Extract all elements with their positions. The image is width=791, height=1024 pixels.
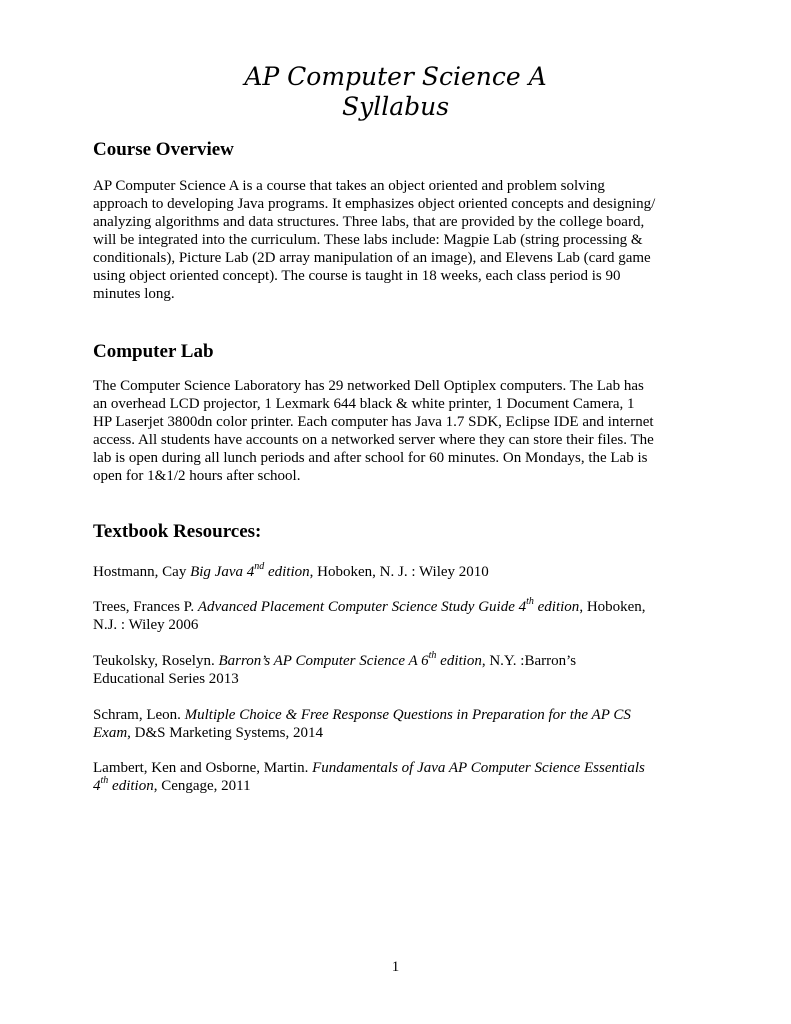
- textbook-title-superscript: th: [428, 650, 437, 661]
- textbook-title-text: Advanced Placement Computer Science Study Guide 4: [197, 599, 527, 615]
- textbook-title-text: 4: [93, 778, 101, 794]
- textbook-title-superscript: th: [526, 596, 534, 607]
- textbook-entry-line: [93, 563, 693, 581]
- textbook-author: Teukolsky, Roselyn.: [93, 653, 219, 669]
- textbook-publisher: , Hoboken,: [579, 599, 646, 615]
- textbook-title: [190, 561, 310, 580]
- textbook-entry-line: [93, 598, 693, 616]
- course-overview-line: will be integrated into the curriculum. These labs include: Magpie Lab (string processing &: [93, 232, 643, 248]
- course-overview-line: conditionals), Picture Lab (2D array manipulation of an image), and Elevens Lab (card game: [93, 250, 651, 266]
- textbook-resources-heading: Textbook Resources:: [93, 521, 262, 542]
- textbook-author: Schram, Leon.: [93, 707, 185, 723]
- textbook-entry-line: Educational Series 2013: [93, 671, 239, 687]
- textbook-entry: [93, 598, 693, 634]
- course-overview-line: analyzing algorithms and data structures. Three labs, that are provided by the college board,: [93, 214, 645, 230]
- computer-lab-line: lab is open during all lunch periods and after school for 60 minutes. On Mondays, the Lab is: [93, 450, 648, 466]
- computer-lab-line: The Computer Science Laboratory has 29 networked Dell Optiplex computers. The Lab has: [93, 378, 644, 394]
- textbook-entry-line: [93, 724, 693, 742]
- textbook-author: Trees, Frances P.: [93, 599, 198, 615]
- textbook-entry-line: [93, 777, 693, 795]
- textbook-author: Lambert, Ken and Osborne, Martin.: [93, 760, 313, 776]
- textbook-title-superscript: nd: [254, 561, 265, 572]
- textbook-publisher: , N.Y. :Barron’s: [481, 653, 577, 669]
- computer-lab-heading: Computer Lab: [93, 341, 214, 362]
- computer-lab-line: open for 1&1/2 hours after school.: [93, 468, 301, 484]
- textbook-title-text: Barron’s AP Computer Science A 6: [218, 653, 429, 669]
- course-overview-line: minutes long.: [93, 286, 175, 302]
- textbook-entry: [93, 759, 693, 795]
- computer-lab-paragraph: [93, 377, 683, 485]
- textbook-title-superscript: th: [100, 775, 109, 786]
- textbook-title-tail: edition: [436, 653, 482, 669]
- textbook-entry: [93, 652, 693, 688]
- textbook-entry-line: [93, 759, 693, 777]
- textbook-title: Multiple Choice & Free Response Questions in Preparation for the AP CS: [184, 707, 631, 723]
- textbook-title: Fundamentals of Java AP Computer Science Essentials: [312, 760, 645, 776]
- document-title-line-2: Syllabus: [341, 92, 450, 121]
- computer-lab-line: an overhead LCD projector, 1 Lexmark 644 black & white printer, 1 Document Camera, 1: [93, 396, 635, 412]
- course-overview-heading: Course Overview: [93, 139, 234, 160]
- textbook-title-tail: edition: [533, 599, 580, 615]
- textbook-title-tail: edition: [264, 564, 310, 580]
- textbook-title-continued: Exam: [93, 725, 128, 741]
- textbook-entry-line: [93, 706, 693, 724]
- textbook-publisher: , D&S Marketing Systems, 2014: [127, 725, 323, 741]
- course-overview-line: approach to developing Java programs. It emphasizes object oriented concepts and designing/: [93, 196, 656, 212]
- textbook-publisher: , Cengage, 2011: [153, 778, 251, 794]
- textbook-title-tail: edition: [108, 778, 154, 794]
- textbook-publisher: , Hoboken, N. J. : Wiley 2010: [309, 564, 489, 580]
- textbook-author: Hostmann, Cay: [93, 564, 191, 580]
- textbook-entry-line: [93, 652, 693, 670]
- textbook-title: [197, 596, 580, 615]
- textbook-entry: [93, 706, 693, 742]
- course-overview-line: AP Computer Science A is a course that takes an object oriented and problem solving: [93, 178, 605, 194]
- textbook-entry-line: N.J. : Wiley 2006: [93, 617, 199, 633]
- textbook-title-text: Big Java 4: [190, 564, 255, 580]
- course-overview-line: using object oriented concept). The course is taught in 18 weeks, each class period is 90: [93, 268, 621, 284]
- computer-lab-line: access. All students have accounts on a networked server where they can store their files. The: [93, 432, 654, 448]
- computer-lab-line: HP Laserjet 3800dn color printer. Each computer has Java 1.7 SDK, Eclipse IDE and internet: [93, 414, 654, 430]
- textbook-title-continued: [93, 775, 154, 794]
- textbook-title: [218, 650, 482, 669]
- textbook-entry: [93, 563, 693, 581]
- page-number: 1: [391, 959, 400, 975]
- document-title-line-1: AP Computer Science A: [244, 62, 547, 91]
- course-overview-paragraph: [93, 177, 683, 303]
